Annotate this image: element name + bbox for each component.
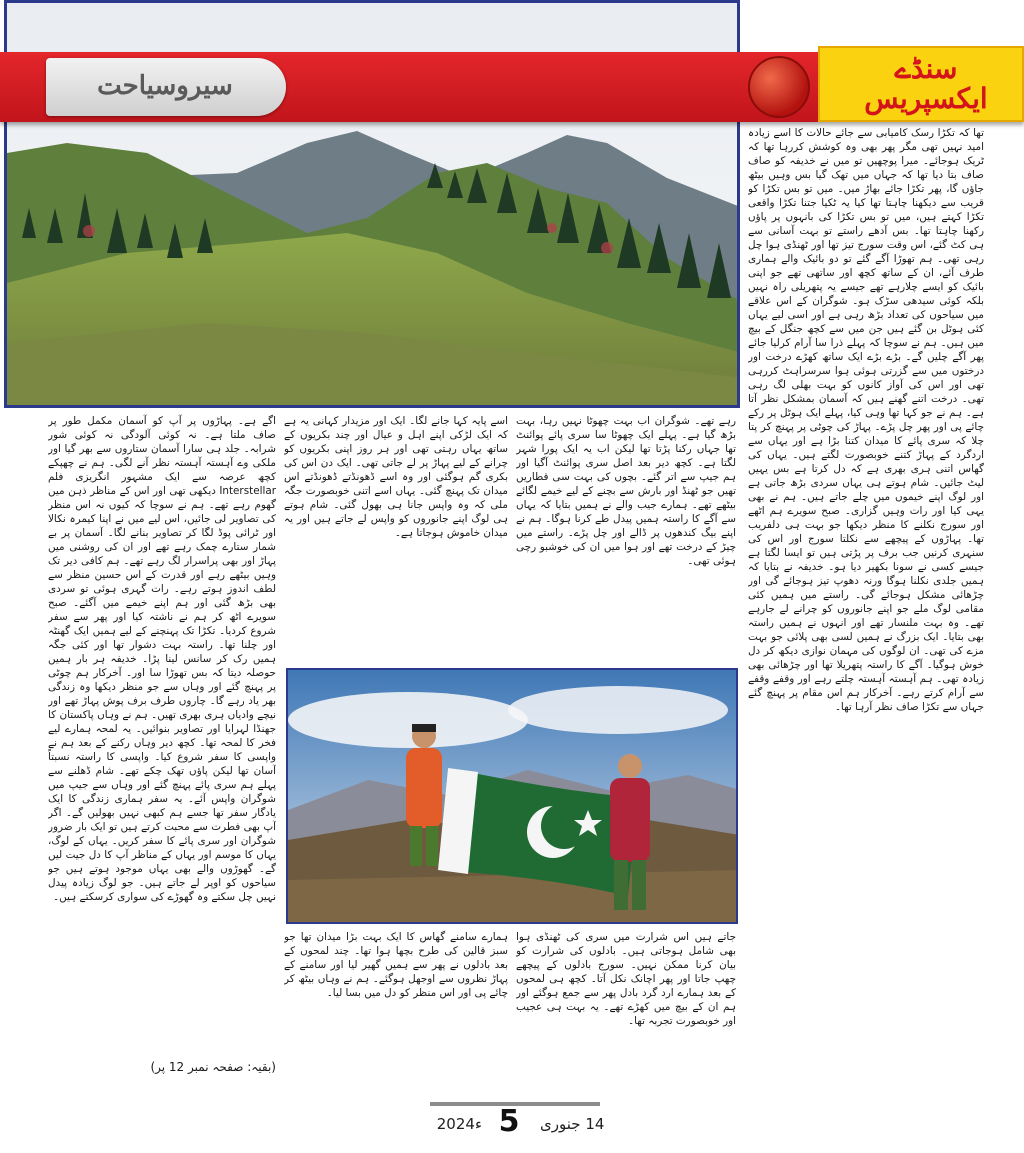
flag-bearers-image xyxy=(288,670,738,924)
article-column-1: رہے تھے۔ شوگران اب بہت چھوٹا نہیں رہا، بہت بڑھ گیا ہے۔ پہلے ایک چھوٹا سا سری پائے پوائنٹ تھا جہاں رکنا پڑتا تھا لیکن اب یہ ایک پورا شہر لگتا ہے۔ کچھ دیر بعد اصل سری پوائنٹ آگیا اور ہم جیپ سے اتر گئے۔ بچوں کی بہت سی قطاریں تھیں جو ٹھنڈ اور بارش سے بچنے کے لیے خیمے لگائے بیٹھے تھے۔ ہمارے جیب والے نے ہمیں بتایا کہ یہاں سے آگے کا راستہ ہمیں پیدل طے کرنا ہوگا۔ ہم نے اپنے بیگ کندھوں پر ڈالے اور چل پڑے۔ راستے میں چیڑ کے درخت تھے اور ہوا میں ان کی خوشبو رچی ہوئی تھی۔ xyxy=(516,415,736,567)
continued-note: (بقیہ: صفحہ نمبر 12 پر) xyxy=(150,1060,276,1074)
masthead-logo: سنڈے ایکسپریس xyxy=(864,52,988,115)
flag-photo xyxy=(286,668,738,924)
section-title: سیروسیاحت xyxy=(97,71,233,101)
article-column-bottom-2: ہمارے سامنے گھاس کا ایک بہت بڑا میدان تھا جو سبز قالین کی طرح بچھا ہوا تھا۔ چند لمحوں کے بعد بادلوں نے پھر سے ہمیں گھیر لیا اور سامنے کے پہاڑ نظروں سے اوجھل ہوگئے۔ ہم نے وہاں بیٹھ کر چائے پی اور اس منظر کو دل میں بسا لیا۔ xyxy=(284,931,508,999)
article-column-3: اگے ہے۔ پہاڑوں پر آپ کو آسمان مکمل طور پر صاف ملتا ہے۔ نہ کوئی آلودگی نہ کوئی شور شرابہ۔ جلد ہی سارا آسمان ستاروں سے بھر گیا اور ملکی وے آہستہ آہستہ نظر آنے لگی۔ ہم نے چھپکے کچھ عرصہ سے ایک مشہور انگریزی فلم Interstellar دیکھی تھی اور اس کے مناظر ذہن میں گھوم رہے تھے۔ ہم نے سوچا کہ کیوں نہ اس منظر کی تصاویر لی جائیں، اس لیے میں نے اپنا کیمرہ نکالا اور ٹرائی پوڈ لگا کر تصاویر بنانے لگا۔ آسمان پر بے شمار ستارے چمک رہے تھے اور ان کی روشنی میں پہاڑ اور بھی پراسرار لگ رہے تھے۔ ہم کافی دیر تک وہیں بیٹھے رہے اور قدرت کے اس حسین منظر سے لطف اندوز ہوتے رہے۔ رات گہری ہوئی تو سردی بھی بڑھ گئی اور ہم اپنے خیمے میں آگئے۔ صبح سویرے اٹھ کر ہم نے ناشتہ کیا اور پھر سے سفر شروع کردیا۔ تکڑا تک پہنچنے کے لیے ہمیں ایک گھنٹہ اور چلنا تھا۔ راستہ بہت دشوار تھا اور کئی جگہ ہمیں رک کر سانس لینا پڑا۔ خدیفہ ہر بار ہمیں حوصلہ دیتا کہ بس تھوڑا سا اور۔ آخرکار ہم چوٹی پر پہنچ گئے اور وہاں سے جو منظر دیکھا وہ زندگی بھر یاد رہے گا۔ چاروں طرف برف پوش پہاڑ تھے اور نیچے وادیاں ہری بھری تھیں۔ ہم نے وہاں پاکستان کا جھنڈا لہرایا اور تصاویر بنوائیں۔ یہ لمحہ ہمارے لیے فخر کا لمحہ تھا۔ کچھ دیر وہاں رکنے کے بعد ہم نے واپسی کا سفر شروع کیا۔ واپسی کا راستہ نسبتاً آسان تھا لیکن پاؤں تھک چکے تھے۔ شام ڈھلنے سے پہلے ہم سری پائے پہنچ گئے اور وہاں سے جیپ میں شوگران واپس آئے۔ یہ سفر ہماری زندگی کا ایک یادگار سفر تھا جسے ہم کبھی نہیں بھولیں گے۔ اگر آپ بھی فطرت سے محبت کرتے ہیں تو ایک بار ضرور شوگران اور سری پائے کا سفر کریں۔ یہاں کے لوگ، یہاں کا موسم اور یہاں کے مناظر آپ کا دل جیت لیں گے۔ گھوڑوں والے بھی یہاں موجود ہوتے ہیں جو سیاحوں کو اوپر لے جاتے ہیں۔ جو لوگ زیادہ پیدل نہیں چل سکتے وہ گھوڑے کی سواری کرسکتے ہیں۔ xyxy=(48,415,276,903)
footer-date: 14 جنوری xyxy=(540,1115,605,1133)
article-column-bottom-1: جاتے ہیں اس شرارت میں سری کی ٹھنڈی ہوا بھی شامل ہوجاتی ہیں۔ بادلوں کی شرارت کو بیان کرنا ممکن نہیں۔ سورج بادلوں کے پیچھے چھپ جاتا اور پھر اچانک نکل آتا۔ کچھ ہی لمحوں کے بعد ہمارے ارد گرد بادل پھر سے جمع ہوگئے اور ہم ان کے بیچ میں کھڑے تھے۔ یہ بہت ہی عجیب اور خوبصورت تجربہ تھا۔ xyxy=(516,931,736,1027)
article-column-2: اسے پایہ کہا جانے لگا۔ ایک اور مزیدار کہانی یہ ہے کہ ایک لڑکی اپنے اہل و عیال اور چند بکریوں کے ساتھ یہاں رہتی تھی اور ہر روز اپنی بکریوں کو چرانے کے لیے پہاڑ پر لے جاتی تھی۔ ایک دن اس کی بکری گم ہوگئی اور وہ اسے ڈھونڈتے ڈھونڈتے اس میدان تک پہنچ گئی۔ یہاں اسے اتنی خوبصورت جگہ ملی کہ وہ واپس جانا ہی بھول گئی۔ شام ہوتے ہی لوگ اپنے جانوروں کو واپس لے جاتے ہیں اور یہ میدان خاموش ہوجاتا ہے۔ xyxy=(284,415,508,539)
globe-icon xyxy=(748,56,810,118)
article-column-right: تھا کہ تکڑا رسک کامیابی سے جائے حالات کا اسے زیادہ امید نہیں تھی مگر پھر بھی وہ کوشش کررہا تھا کہ ٹریک ہوجائے۔ میرا پوچھیں تو میں نے خدیفہ کو صاف صاف بتا دیا تھا کہ جہاں میں تھک گیا بس وہیں بیٹھ جاؤں گا، پھر تکڑا جائے بھاڑ میں۔ میں تو بس تکڑا کو قریب سے دیکھنا چاہتا تھا کیا یہ ٹکیا جتنا تکڑا واقعی تکڑا کہتے ہیں، میں تو بس تکڑا کی بانہوں پر پاؤں رکھنا چاہتا تھا۔ بس آدھے راستے تو بہت آسانی سے ہی کٹ گئے، اس وقت سورج تیز تھا اور ٹھنڈی ہوا چل رہی تھی۔ ہم تھوڑا آگے گئے تو دو بائیک والے ہماری طرف آئے، ان کے ساتھ کچھ اور ساتھی تھے جو اپنی بائیک کو ایسے چلارہے تھے جیسے یہ پتھریلی راہ نہیں بلکہ کوئی سیدھی سڑک ہو۔ شوگران کے اس علاقے میں سیاحوں کی تعداد بڑھ رہی ہے اور اسی لیے یہاں کئی ہوٹل بن گئے ہیں جن میں سے کچھ جنگل کے بیچ میں ہیں۔ ہم نے سوچا کہ پہلے ذرا سا آرام کرلیا جائے پھر آگے چلیں گے۔ بڑے بڑے ایک ساتھ کھڑے درخت اور درختوں میں سے گزرتی ہوئی ہوا سرسراہٹ کررہی تھی اور اس کی آواز کانوں کو بہت بھلی لگ رہی تھی۔ درخت اتنے گھنے ہیں کہ آسمان بمشکل نظر آتا ہے۔ ہم نے جو کہا تھا وہی کیا، پہلے ایک ہوٹل پر رکے چائے پی اور پھر چل پڑے۔ پہاڑ کی چوٹی پر پہنچ کر پتا چلا کہ سری پائے کا میدان کتنا بڑا ہے اور یہاں سے اردگرد کے پہاڑ کتنے خوبصورت لگتے ہیں۔ یہاں کی گھاس اتنی ہری بھری ہے کہ دل کرتا ہے بس یہیں لیٹ جائیں۔ شام ہوتے ہی یہاں سردی بڑھ جاتی ہے اور لوگ اپنے خیموں میں چلے جاتے ہیں۔ ہم نے بھی یہی کیا اور رات وہیں گزاری۔ صبح سویرے ہم اٹھے اور سورج نکلنے کا منظر دیکھا جو بہت ہی دلفریب تھا۔ پہاڑوں کے پیچھے سے نکلتا سورج اور اس کی سنہری کرنیں جب برف پر پڑتی ہیں تو ایسا لگتا ہے جیسے کسی نے سونا بکھیر دیا ہو۔ خدیفہ نے بتایا کہ ہمیں جلدی نکلنا ہوگا ورنہ دھوپ تیز ہوجائے گی اور چڑھائی مشکل ہوجائے گی۔ راستے میں ہمیں کئی مقامی لوگ ملے جو اپنے جانوروں کو چرانے لے جارہے تھے۔ وہ بہت ملنسار تھے اور انہوں نے ہمیں راستہ بھی بتایا۔ ایک بزرگ نے ہمیں لسی بھی پلائی جو بہت مزے کی تھی۔ ان لوگوں کی مہمان نوازی دیکھ کر دل خوش ہوگیا۔ آگے کا راستہ پتھریلا تھا اور چڑھائی بھی زیادہ تھی۔ ہم آہستہ آہستہ چلتے رہے اور وقفے وقفے سے آرام کرتے رہے۔ آخرکار ہم اس مقام پر پہنچ گئے جہاں سے تکڑا صاف نظر آرہا تھا۔ xyxy=(748,127,984,713)
page-number: 5 xyxy=(498,1104,520,1139)
footer-year: 2024ء xyxy=(436,1115,482,1133)
